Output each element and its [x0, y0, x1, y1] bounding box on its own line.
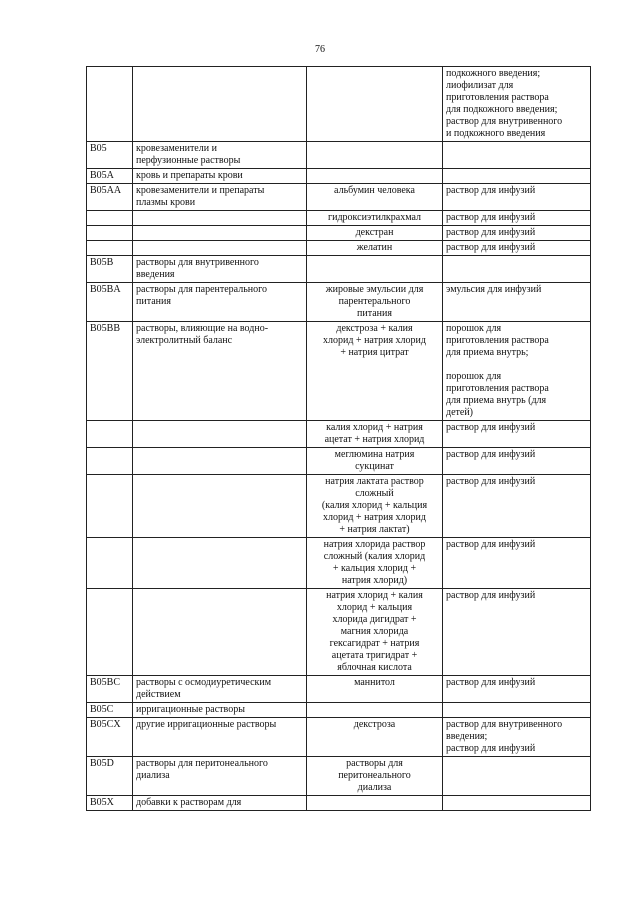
group-name-cell	[133, 589, 307, 676]
group-name-cell: растворы для парентерального питания	[133, 283, 307, 322]
atc-code-cell: B05X	[87, 796, 133, 811]
dosage-form-cell	[443, 142, 591, 169]
group-name-cell	[133, 226, 307, 241]
group-name-cell	[133, 67, 307, 142]
table-row	[87, 211, 591, 226]
atc-code-cell	[87, 241, 133, 256]
group-name-cell	[133, 241, 307, 256]
drug-name-cell: натрия лактата раствор сложный (калия хлорид + кальция хлорид + натрия хлорид + натрия лактат)	[307, 475, 443, 538]
table-row	[87, 226, 591, 241]
atc-code-cell: B05B	[87, 256, 133, 283]
dosage-form-cell: раствор для внутривенного введения; раствор для инфузий	[443, 718, 591, 757]
atc-code-cell	[87, 226, 133, 241]
dosage-form-cell	[443, 256, 591, 283]
group-name-cell: растворы с осмодиуретическим действием	[133, 676, 307, 703]
drug-name-cell: маннитол	[307, 676, 443, 703]
drug-name-cell: натрия хлорида раствор сложный (калия хлорид + кальция хлорид + натрия хлорид)	[307, 538, 443, 589]
atc-code-cell	[87, 211, 133, 226]
drug-name-cell: альбумин человека	[307, 184, 443, 211]
table-row	[87, 796, 591, 811]
drug-name-cell: калия хлорид + натрия ацетат + натрия хлорид	[307, 421, 443, 448]
dosage-form-cell: раствор для инфузий	[443, 475, 591, 538]
atc-code-cell: B05D	[87, 757, 133, 796]
group-name-cell: ирригационные растворы	[133, 703, 307, 718]
table-row	[87, 169, 591, 184]
dosage-form-cell: эмульсия для инфузий	[443, 283, 591, 322]
atc-code-cell	[87, 475, 133, 538]
group-name-cell: кровь и препараты крови	[133, 169, 307, 184]
dosage-form-cell: порошок для приготовления раствора для приема внутрь; порошок для приготовления раствора для приема внутрь (для детей)	[443, 322, 591, 421]
table-row	[87, 421, 591, 448]
drug-name-cell: натрия хлорид + калия хлорид + кальция хлорида дигидрат + магния хлорида гексагидрат + натрия ацетата тригидрат + яблочная кислота	[307, 589, 443, 676]
table-row	[87, 184, 591, 211]
drug-name-cell	[307, 703, 443, 718]
table-row	[87, 589, 591, 676]
atc-code-cell: B05CX	[87, 718, 133, 757]
drug-name-cell: декстроза	[307, 718, 443, 757]
atc-code-cell	[87, 67, 133, 142]
table-row	[87, 538, 591, 589]
group-name-cell	[133, 448, 307, 475]
atc-code-cell: B05BA	[87, 283, 133, 322]
table-row	[87, 241, 591, 256]
group-name-cell: другие ирригационные растворы	[133, 718, 307, 757]
dosage-form-cell	[443, 169, 591, 184]
dosage-form-cell: раствор для инфузий	[443, 241, 591, 256]
drug-name-cell: растворы для перитонеального диализа	[307, 757, 443, 796]
dosage-form-cell: раствор для инфузий	[443, 589, 591, 676]
atc-code-cell	[87, 538, 133, 589]
dosage-form-cell: раствор для инфузий	[443, 226, 591, 241]
atc-code-cell	[87, 448, 133, 475]
table-row	[87, 757, 591, 796]
group-name-cell: растворы, влияющие на водно- электролитный баланс	[133, 322, 307, 421]
drug-classification-table	[86, 66, 591, 811]
drug-name-cell	[307, 67, 443, 142]
table-row	[87, 283, 591, 322]
dosage-form-cell	[443, 757, 591, 796]
atc-code-cell: B05BC	[87, 676, 133, 703]
drug-name-cell: меглюмина натрия сукцинат	[307, 448, 443, 475]
drug-name-cell	[307, 256, 443, 283]
group-name-cell	[133, 421, 307, 448]
dosage-form-cell	[443, 796, 591, 811]
drug-name-cell: гидроксиэтилкрахмал	[307, 211, 443, 226]
atc-code-cell: B05	[87, 142, 133, 169]
drug-name-cell: декстран	[307, 226, 443, 241]
group-name-cell: растворы для перитонеального диализа	[133, 757, 307, 796]
group-name-cell: кровезаменители и препараты плазмы крови	[133, 184, 307, 211]
table-row	[87, 718, 591, 757]
dosage-form-cell: подкожного введения; лиофилизат для приготовления раствора для подкожного введения; раствор для внутривенного и подкожного введения	[443, 67, 591, 142]
atc-code-cell	[87, 589, 133, 676]
dosage-form-cell: раствор для инфузий	[443, 538, 591, 589]
group-name-cell: добавки к растворам для	[133, 796, 307, 811]
drug-name-cell	[307, 169, 443, 184]
drug-name-cell: желатин	[307, 241, 443, 256]
table-row	[87, 703, 591, 718]
table-row	[87, 142, 591, 169]
table-body	[87, 67, 591, 811]
table-row	[87, 67, 591, 142]
atc-code-cell: B05A	[87, 169, 133, 184]
drug-name-cell: жировые эмульсии для парентерального питания	[307, 283, 443, 322]
drug-name-cell: декстроза + калия хлорид + натрия хлорид + натрия цитрат	[307, 322, 443, 421]
dosage-form-cell	[443, 703, 591, 718]
drug-name-cell	[307, 796, 443, 811]
table-row	[87, 475, 591, 538]
atc-code-cell: B05AA	[87, 184, 133, 211]
group-name-cell: кровезаменители и перфузионные растворы	[133, 142, 307, 169]
table-row	[87, 676, 591, 703]
drug-name-cell	[307, 142, 443, 169]
dosage-form-cell: раствор для инфузий	[443, 184, 591, 211]
dosage-form-cell: раствор для инфузий	[443, 421, 591, 448]
dosage-form-cell: раствор для инфузий	[443, 676, 591, 703]
table-row	[87, 256, 591, 283]
group-name-cell	[133, 538, 307, 589]
table-row	[87, 322, 591, 421]
group-name-cell	[133, 211, 307, 226]
group-name-cell	[133, 475, 307, 538]
dosage-form-cell: раствор для инфузий	[443, 448, 591, 475]
atc-code-cell	[87, 421, 133, 448]
dosage-form-cell: раствор для инфузий	[443, 211, 591, 226]
atc-code-cell: B05C	[87, 703, 133, 718]
group-name-cell: растворы для внутривенного введения	[133, 256, 307, 283]
table-row	[87, 448, 591, 475]
page-number: 76	[315, 44, 325, 55]
atc-code-cell: B05BB	[87, 322, 133, 421]
